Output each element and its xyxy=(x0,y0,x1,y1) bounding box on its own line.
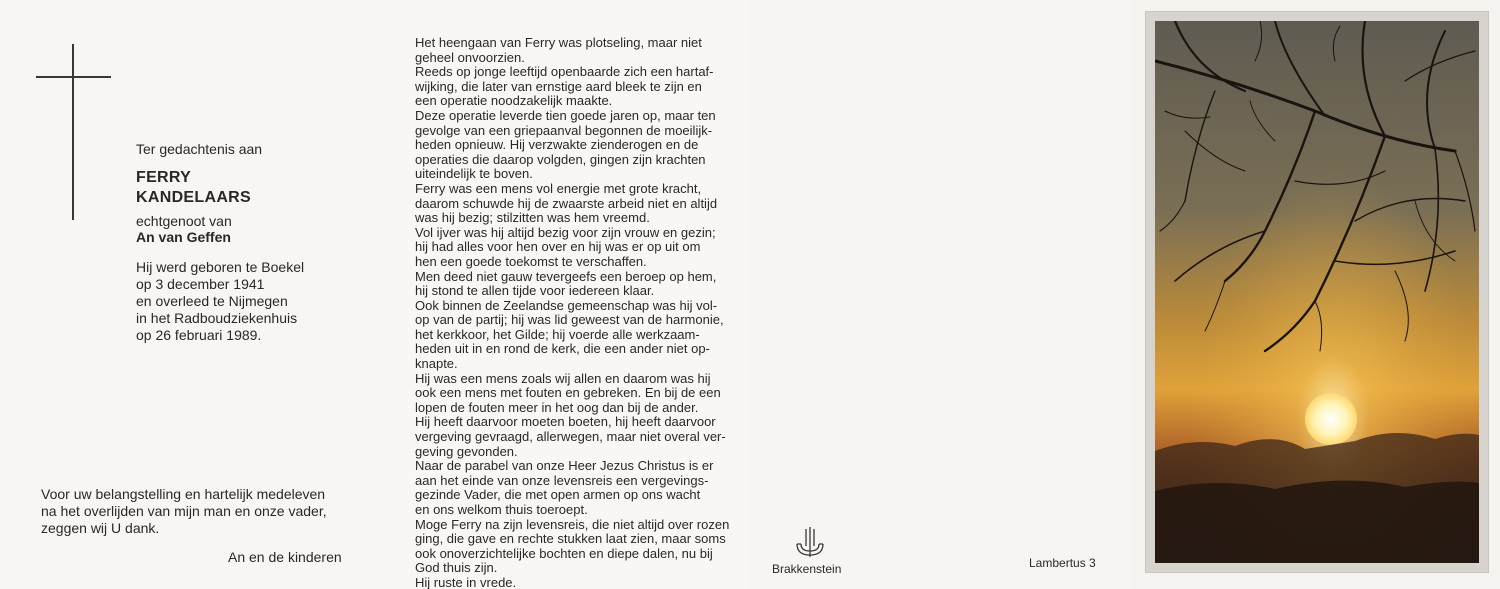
publisher-name: Brakkenstein xyxy=(772,562,842,576)
story-line: het kerkkoor, het Gilde; hij voerde alle werkzaam- xyxy=(415,326,700,342)
story-line: Deze operatie leverde tien goede jaren op, maar ten xyxy=(415,107,716,123)
story-line: Moge Ferry na zijn levensreis, die niet altijd over rozen xyxy=(415,516,730,532)
sun xyxy=(1305,393,1357,445)
story-line: aan het einde van onze levensreis een vergevings- xyxy=(415,472,709,488)
brakkenstein-logo-icon xyxy=(792,524,828,560)
cross-icon xyxy=(72,44,74,220)
story-line: Vol ijver was hij altijd bezig voor zijn vrouw en gezin; xyxy=(415,224,716,240)
story-line: ook onoverzichtelijke bochten en diepe dalen, nu bij xyxy=(415,545,713,561)
deceased-first-name: FERRY xyxy=(136,169,192,186)
story-line: Ook binnen de Zeelandse gemeenschap was hij vol- xyxy=(415,297,718,313)
deceased-name xyxy=(136,168,251,208)
thanks-line: na het overlijden van mijn man en onze vader, xyxy=(41,503,327,519)
story-line: Het heengaan van Ferry was plotseling, maar niet xyxy=(415,35,702,50)
card-code: Lambertus 3 xyxy=(1029,556,1096,570)
story-line: heden uit in en rond de kerk, die een ander niet op- xyxy=(415,341,710,357)
story-line: uiteindelijk te boven. xyxy=(415,166,533,182)
story-line: hij had alles voor hen over en hij was er op uit om xyxy=(415,239,701,255)
family-signoff: An en de kinderen xyxy=(228,549,342,565)
story-line: daarom schuwde hij de zwaarste arbeid niet en altijd xyxy=(415,195,718,211)
spouse-label: echtgenoot van xyxy=(136,213,232,229)
photo-panel xyxy=(1130,0,1500,589)
story-line: een operatie noodzakelijk maakte. xyxy=(415,93,613,109)
bio-line: op 26 februari 1989. xyxy=(136,327,262,343)
bio-line: op 3 december 1941 xyxy=(136,276,265,292)
story-line: Reeds op jonge leeftijd openbaarde zich een hartaf- xyxy=(415,64,714,80)
story-line: ook een mens met fouten en gebreken. En bij de een xyxy=(415,385,721,401)
story-line: op van de partij; hij was lid geweest van de harmonie, xyxy=(415,312,724,328)
story-line: God thuis zijn. xyxy=(415,560,498,576)
story-line: geheel onvoorzien. xyxy=(415,49,525,65)
thanks-line: zeggen wij U dank. xyxy=(41,520,160,536)
memorial-panel xyxy=(0,0,378,589)
story-line: Men deed niet gauw tevergeefs een beroep op hem, xyxy=(415,268,717,284)
sunset-photo xyxy=(1155,21,1479,563)
story-line: ging, die gave en rechte stukken laat zien, maar soms xyxy=(415,531,726,547)
story-line: vergeving gevraagd, allerwegen, maar niet overal ver- xyxy=(415,429,726,445)
story-line: gevolge van een griepaanval begonnen de moeilijk- xyxy=(415,122,713,138)
story-line: gezinde Vader, die met open armen op ons wacht xyxy=(415,487,701,503)
story-line: Ferry was een mens vol energie met grote kracht, xyxy=(415,180,702,196)
story-line: Hij ruste in vrede. xyxy=(415,574,517,589)
story-line: wijking, die later van ernstige aard bleek te zijn en xyxy=(415,78,702,94)
story-line: en ons welkom thuis toeroept. xyxy=(415,502,588,517)
story-line: hij stond te allen tijde voor iedereen klaar. xyxy=(415,283,655,299)
story-line: heden opnieuw. Hij verzwakte zienderogen en de xyxy=(415,137,699,153)
bio-line: Hij werd geboren te Boekel xyxy=(136,259,305,275)
story-line: was hij bezig; stilzitten was hem vreemd. xyxy=(415,210,650,226)
publisher-panel xyxy=(750,0,1130,589)
bio-line: in het Radboudziekenhuis xyxy=(136,310,298,326)
thanks-note xyxy=(41,486,327,537)
story-line: Hij heeft daarvoor moeten boeten, hij heeft daarvoor xyxy=(415,414,716,430)
story-line: Naar de parabel van onze Heer Jezus Christus is er xyxy=(415,458,714,474)
bio-line: en overleed te Nijmegen xyxy=(136,293,288,309)
spouse-name: An van Geffen xyxy=(136,229,231,245)
photo-frame xyxy=(1145,11,1489,573)
life-dates xyxy=(136,259,304,344)
story-panel xyxy=(378,0,750,589)
deceased-last-name: KANDELAARS xyxy=(136,189,251,206)
memorial-intro: Ter gedachtenis aan xyxy=(136,141,263,157)
story-line: knapte. xyxy=(415,356,458,372)
story-line: lopen de fouten meer in het oog dan bij de ander. xyxy=(415,399,699,415)
story-line: hen een goede toekomst te verschaffen. xyxy=(415,253,647,269)
story-line: Hij was een mens zoals wij allen en daarom was hij xyxy=(415,370,711,386)
story-line: operaties die daarop volgden, gingen zijn krachten xyxy=(415,151,706,167)
cross-icon-bar xyxy=(36,76,111,78)
thanks-line: Voor uw belangstelling en hartelijk medeleven xyxy=(41,486,326,502)
story-line: geving gevonden. xyxy=(415,443,518,459)
story-text xyxy=(415,36,729,589)
